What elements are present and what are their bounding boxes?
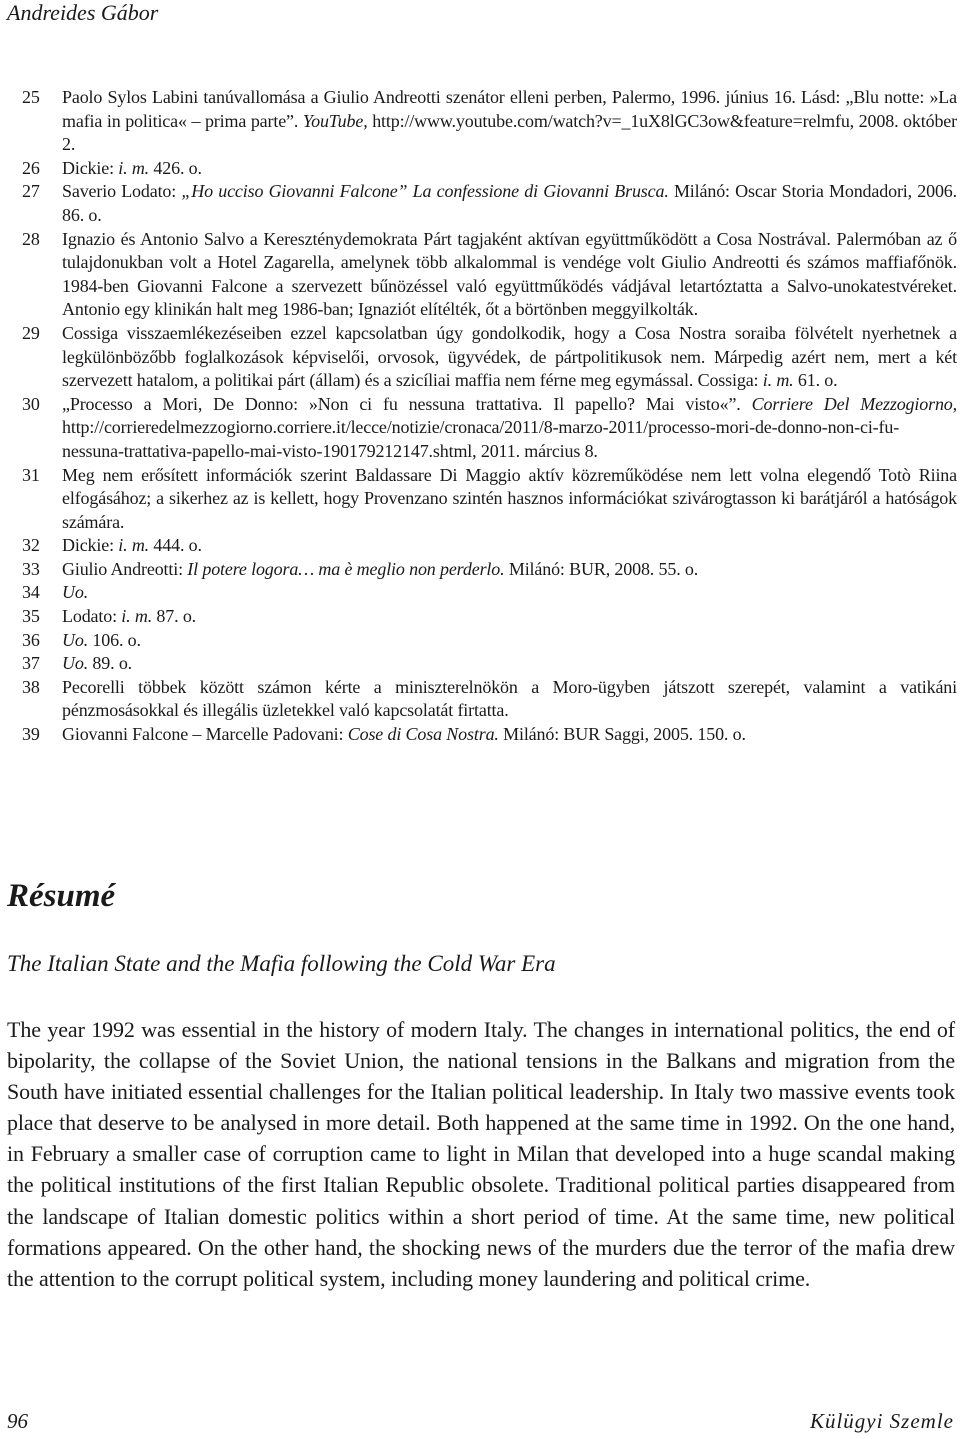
footnote-segment: Pecorelli többek között számon kérte a miniszterelnökön a Moro-ügyben játszott szerepét, valamint a vatikáni pénzmosásokkal és illegális üzletekkel való kapcsolatát firtatta.	[62, 676, 957, 721]
footnote-italic-segment: i. m.	[121, 606, 153, 627]
footnote-number: 31	[22, 464, 40, 485]
footnote-number: 33	[22, 558, 40, 579]
footnote-segment: 61. o.	[793, 370, 838, 391]
running-header-author: Andreides Gábor	[7, 0, 159, 25]
footnote-text	[62, 652, 957, 676]
footnote	[22, 652, 957, 676]
footnote-segment: Dickie:	[62, 535, 119, 556]
footnote-segment: Giovanni Falcone – Marcelle Padovani:	[62, 724, 348, 745]
footnote-italic-segment: Corriere Del Mezzogiorno,	[751, 393, 957, 414]
page-number: 96	[7, 1409, 28, 1433]
footnote-segment: Meg nem erősített információk szerint Baldassare Di Maggio aktív közreműködése nem lett volna elegendő Totò Riina elfogásához; a sikerhez az is kellett, hogy Provenzano szintén hasznos információkat szivárogtasson ki barátjáról a hatóságok számára.	[62, 464, 957, 532]
footnote	[22, 393, 957, 464]
footnote-number: 35	[22, 606, 40, 627]
footnote-text	[62, 393, 957, 464]
footnote-segment: http://corrieredelmezzogiorno.corriere.it/lecce/notizie/cronaca/2011/8-marzo-2011/processo-mori-de-donno-non-ci-fu-nessuna-trattativa-papello-mai-visto-190179212147.shtml, 2011. március 8.	[62, 417, 900, 461]
footnote	[22, 558, 957, 582]
footnote-segment: Ignazio és Antonio Salvo a Kereszténydemokrata Párt tagjaként aktívan együttműködött a Cosa Nostrával. Palermóban az ő tulajdonukban volt a Hotel Zagarella, amelynek több alkalommal is vendége volt Giulio Andreotti és számos maffiafőnök. 1984-ben Giovanni Falcone a szervezett bűnözéssel való együttműködés vádjával letartóztatta a Salvo-unokatestvéreket. Antonio egy klinikán halt meg 1986-ban; Ignaziót elítélték, őt a börtönben meggyilkolták.	[62, 228, 957, 320]
footnote-text	[62, 605, 957, 629]
footnote-number: 36	[22, 629, 40, 650]
footnote-segment: 106. o.	[88, 629, 141, 650]
footnote-text	[62, 157, 957, 181]
footnote-segment: Saverio Lodato:	[62, 181, 182, 202]
footnote-text	[62, 534, 957, 558]
footnote-number: 25	[22, 87, 40, 107]
footnote-number: 37	[22, 653, 40, 674]
footnote-italic-segment: i. m.	[118, 535, 150, 556]
footnote-segment: Giulio Andreotti:	[62, 558, 188, 579]
footnote-number: 34	[22, 582, 40, 603]
footnote	[22, 180, 957, 227]
footnote-number: 29	[22, 322, 40, 343]
footnote-segment: Milánó: BUR, 2008. 55. o.	[504, 558, 699, 579]
footnote	[22, 534, 957, 558]
journal-name: Külügyi Szemle	[809, 1409, 954, 1433]
footnote-text	[62, 228, 957, 322]
footnote-italic-segment: Uo.	[62, 629, 89, 650]
footnote-italic-segment: i. m.	[118, 157, 150, 178]
footnote-segment: 87. o.	[152, 606, 197, 627]
footnote-segment: Cossiga visszaemlékezéseiben ezzel kapcsolatban úgy gondolkodik, hogy a Cosa Nostra soraiba fölvételt nyerhetnek a legkülönbözőbb foglalkozások képviselői, orvosok, ügyvédek, de pártpolitikusok nem. Márpedig azért nem, mert a két szervezett hatalom, a politikai párt (állam) és a szicíliai maffia nem férne meg egymással. Cossiga:	[62, 322, 957, 391]
footnote-segment: Milánó: Oscar Storia Mondadori, 2006. 86. o.	[62, 181, 957, 225]
resume-body: The year 1992 was essential in the history of modern Italy. The changes in international politics, the end of bipolarity, the collapse of the Soviet Union, the national tensions in the Balkans and migration from the South have initiated essential challenges for the Italian political leadership. In Italy two massive events took place that deserve to be analysed in more detail. Both happened at the same time in 1992. On the one hand, in February a smaller case of corruption came to light in Milan that developed into a huge scandal making the political institutions of the first Italian Republic obsolete. Traditional political parties disappeared from the landscape of Italian domestic politics within a short period of time. At the same time, new political formations appeared. On the other hand, the shocking news of the murders due the terror of the mafia drew the attention to the corrupt political system, including money laundering and political crime.	[7, 1017, 955, 1291]
footnote-segment: http://www.youtube.com/watch?v=_1uX8lGC3ow&feature=relmfu, 2008. október 2.	[62, 110, 957, 155]
footnote	[22, 322, 957, 393]
footnote-text	[62, 676, 957, 723]
footnote-segment: Lodato:	[62, 606, 122, 627]
footnote-number: 27	[22, 181, 40, 202]
footnote-segment: „Processo a Mori, De Donno: »Non ci fu nessuna trattativa. Il papello? Mai visto«”.	[62, 393, 752, 414]
footnotes-list	[22, 86, 957, 747]
footnote	[22, 676, 957, 723]
resume-heading: Résumé	[7, 878, 116, 914]
footnote	[22, 464, 957, 535]
footnote-text	[62, 180, 957, 227]
resume-subtitle: The Italian State and the Mafia following the Cold War Era	[7, 951, 556, 976]
footnote	[22, 605, 957, 629]
footnote-italic-segment: Uo.	[62, 582, 89, 603]
footnote-text	[62, 581, 957, 605]
footnote-italic-segment: „Ho ucciso Giovanni Falcone” La confessione di Giovanni Brusca.	[181, 181, 669, 202]
footnote-segment: Milánó: BUR Saggi, 2005. 150. o.	[498, 724, 746, 745]
footnote-italic-segment: Cose di Cosa Nostra.	[347, 724, 499, 745]
footnote-number: 28	[22, 228, 40, 249]
footnote-text	[62, 558, 957, 582]
footnote-segment: Paolo Sylos Labini tanúvallomása a Giulio Andreotti szenátor elleni perben, Palermo, 1996. június 16. Lásd: „Blu notte: »La mafia in politica« – prima parte”.	[62, 87, 957, 131]
footnote-italic-segment: i. m.	[762, 370, 794, 391]
footnote	[22, 629, 957, 653]
footnote	[22, 228, 957, 322]
footnote	[22, 581, 957, 605]
footnote-italic-segment: YouTube,	[302, 110, 368, 131]
footnote-number: 38	[22, 676, 40, 697]
footnote-text	[62, 723, 957, 747]
footnote-segment: Dickie:	[62, 157, 119, 178]
footnote	[22, 157, 957, 181]
footnote-text	[62, 322, 957, 393]
footnote-segment: 89. o.	[88, 653, 133, 674]
footnote-segment: 426. o.	[149, 157, 202, 178]
footnote-italic-segment: Uo.	[62, 653, 89, 674]
footnote-italic-segment: Il potere logora… ma è meglio non perderlo.	[187, 558, 505, 579]
footnote	[22, 86, 957, 157]
footnote-number: 30	[22, 393, 40, 414]
footnote-text	[62, 464, 957, 535]
footnote-number: 26	[22, 157, 40, 178]
footnote-text	[62, 629, 957, 653]
footnote-number: 39	[22, 724, 40, 745]
footnote-number: 32	[22, 535, 40, 556]
footnote-segment: 444. o.	[149, 535, 202, 556]
footnote-text	[62, 86, 957, 157]
footnote	[22, 723, 957, 747]
